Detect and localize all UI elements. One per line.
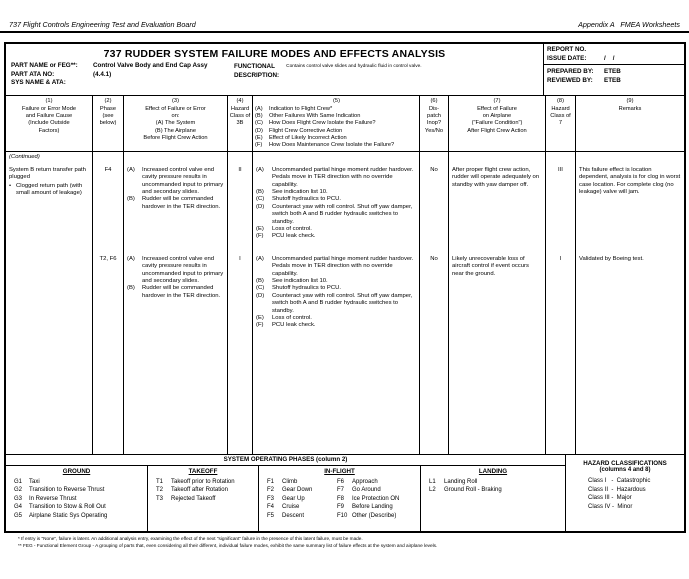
page-header	[0, 20, 689, 33]
footnote-latent: * If entry is "None", failure is latent. An additional analysis entry, examining the effect of the next "significant" failure in the presence of this latent failure, must be made.	[18, 536, 363, 541]
hazard-title: HAZARD CLASSIFICATIONS	[583, 460, 667, 467]
col-header-6: (6) Dis- patch Inop? Yes/No	[420, 96, 449, 151]
part-ata-value: (4.4.1)	[93, 70, 112, 78]
col-header-5: (5) (A) Indication to Flight Crew* (B) Other Failures With Same Indication (C) How Does Flight Crew Isolate the Failure? (D) Flight Crew Corrective Action (E) Effect of Likely Incorrect Action (F) How Does Maintenance Crew Isolate the Failure?	[253, 96, 420, 151]
report-block	[543, 44, 684, 95]
row1-effects: (A) Increased control valve end cavity pressure results in uncommanded input to primary and secondary slides. (B) Rudder will be commanded hardover in the TER direction.	[124, 165, 228, 254]
fmea-worksheet	[4, 42, 686, 533]
phases-takeoff: TAKEOFF T1 Takeoff prior to Rotation T2 Takeoff after Rotation T3 Rejected Takeoff	[148, 466, 259, 531]
page-header-left: 737 Flight Controls Engineering Test and Evaluation Board	[9, 20, 196, 29]
part-name-label: PART NAME or FEG**:	[11, 62, 78, 69]
phases-inflight: IN-FLIGHT F1 Climb F2 Gear Down F3 Gear Up F4 Cruise F5 Descent F6 Approach F7 Go Around F8 Ice Protection ON F9 Before Landing F10 Other (Describe)	[259, 466, 421, 531]
failure-cause: Clogged return path (with small amount of leakage)	[16, 182, 83, 196]
failure-mode: System B return transfer path plugged	[9, 166, 86, 181]
row2-effects: (A) Increased control valve end cavity pressure results in uncommanded input to primary and secondary slides. (B) Rudder will be commanded hardover in the TER direction.	[124, 254, 228, 454]
row2-hazard-3b: I	[228, 254, 253, 454]
issue-date-value: / /	[604, 54, 615, 62]
operating-phases	[6, 455, 566, 531]
row1-phase: F4	[93, 165, 124, 254]
sys-name-label: SYS NAME & ATA:	[11, 79, 66, 86]
row2-dispatch: No	[420, 254, 449, 454]
col-header-1: (1) Failure or Error Mode and Failure Cause (Include Outside Factors)	[6, 96, 93, 151]
prepared-by-label: PREPARED BY:	[547, 68, 594, 75]
row1-failure-mode-cell	[6, 165, 93, 254]
row1-hazard-3b: II	[228, 165, 253, 254]
prepared-by-value: ETEB	[604, 68, 621, 75]
col-header-4: (4) Hazard Class of 3B	[228, 96, 253, 151]
title-left	[6, 44, 543, 95]
functional-description-value: Contains control valve slides and hydraulic fluid in control valve.	[286, 64, 422, 69]
hazard-class-item: Class III - Major	[588, 495, 632, 502]
reviewed-by-value: ETEB	[604, 76, 621, 84]
part-ata-label: PART ATA NO:	[11, 70, 55, 78]
reviewed-by-label: REVIEWED BY:	[547, 76, 593, 84]
operating-phases-title: SYSTEM OPERATING PHASES (column 2)	[6, 455, 565, 466]
continued-label: (Continued)	[6, 152, 93, 165]
functional-description	[234, 63, 531, 80]
col-header-3: (3) Effect of Failure or Error on: (A) The System (B) The Airplane Before Flight Crew Action	[124, 96, 228, 151]
row2-indications: (A) Uncommanded partial hinge moment rudder hardover. Pedals move in TER direction with no override capability. (B) See indication list 10. (C) Shutoff hydraulics to PCU. (D) Counteract yaw with roll control. Shut off yaw damper, switch both A and B rudder hydraulic switches to standby. (E) Loss of control. (F) PCU leak check.	[253, 254, 420, 454]
report-no-label: REPORT NO.	[547, 46, 587, 53]
col-header-7: (7) Effect of Failure on Airplane ("Failure Condition") After Flight Crew Action	[449, 96, 546, 151]
functional-description-label: FUNCTIONAL DESCRIPTION:	[234, 63, 280, 79]
hazard-class-item: Class I - Catastrophic	[588, 478, 651, 484]
hazard-classifications	[566, 455, 684, 531]
row1-effect-after: After proper flight crew action, rudder will operate adequately on standby with yaw damper off.	[449, 165, 546, 254]
footnote-feg: ** FEG - Functional Element Group - A grouping of parts that, even considering all their different, individual failure modes, exhibit the same summary list of failure effects at the system and airplane levels.	[18, 542, 438, 548]
row2-failure-mode-cell	[6, 254, 93, 454]
row2-phase: T2, F6	[93, 254, 124, 454]
hazard-class-item: Class IV - Minor	[588, 504, 633, 511]
col-header-9: (9) Remarks	[618, 98, 642, 113]
document-title: 737 RUDDER SYSTEM FAILURE MODES AND EFFECTS ANALYSIS	[103, 48, 446, 60]
footnotes	[18, 536, 689, 549]
bullet: •	[9, 182, 12, 189]
row2-effect-after: Likely unrecoverable loss of aircraft control if event occurs near the ground.	[449, 254, 546, 454]
hazard-class-item: Class II - Hazardous	[588, 486, 646, 493]
col-header-2: (2) Phase (see below)	[93, 96, 124, 151]
row1-remarks: This failure effect is location dependent, analysis is for clog in worst case location. For complete clog (no leakage) valve will jam.	[579, 166, 681, 195]
worksheet-body	[6, 152, 684, 454]
report-bottom	[544, 65, 684, 88]
title-block	[6, 44, 684, 96]
row1-indications: (A) Uncommanded partial hinge moment rudder hardover. Pedals move in TER direction with no override capability. (B) See indication list 10. (C) Shutoff hydraulics to PCU. (D) Counteract yaw with roll control. Shut off yaw damper, switch both A and B rudder hydraulic switches to standby. (E) Loss of control. (F) PCU leak check.	[253, 165, 420, 254]
phases-ground: GROUND G1 Taxi G2 Transition to Reverse Thrust G3 In Reverse Thrust G4 Transition to Stow & Roll Out G5 Airplane Static Sys Operating	[6, 466, 148, 531]
page-header-right: Appendix A FMEA Worksheets	[578, 20, 680, 29]
issue-date-label: ISSUE DATE:	[547, 54, 587, 62]
row1-dispatch: No	[420, 165, 449, 254]
column-headers	[6, 96, 684, 152]
col-header-8: (8) Hazard Class of 7	[546, 96, 576, 151]
row1-hazard-7: III	[546, 165, 576, 254]
legend-section	[6, 454, 684, 531]
part-name-value: Control Valve Body and End Cap Assy	[93, 62, 208, 69]
row2-remarks: Validated by Boeing test.	[579, 255, 644, 262]
hazard-subtitle: (columns 4 and 8)	[599, 467, 651, 473]
row2-hazard-7: I	[546, 254, 576, 454]
report-top	[544, 44, 684, 65]
phases-landing: LANDING L1 Landing Roll L2 Ground Roll - Braking	[429, 468, 508, 494]
